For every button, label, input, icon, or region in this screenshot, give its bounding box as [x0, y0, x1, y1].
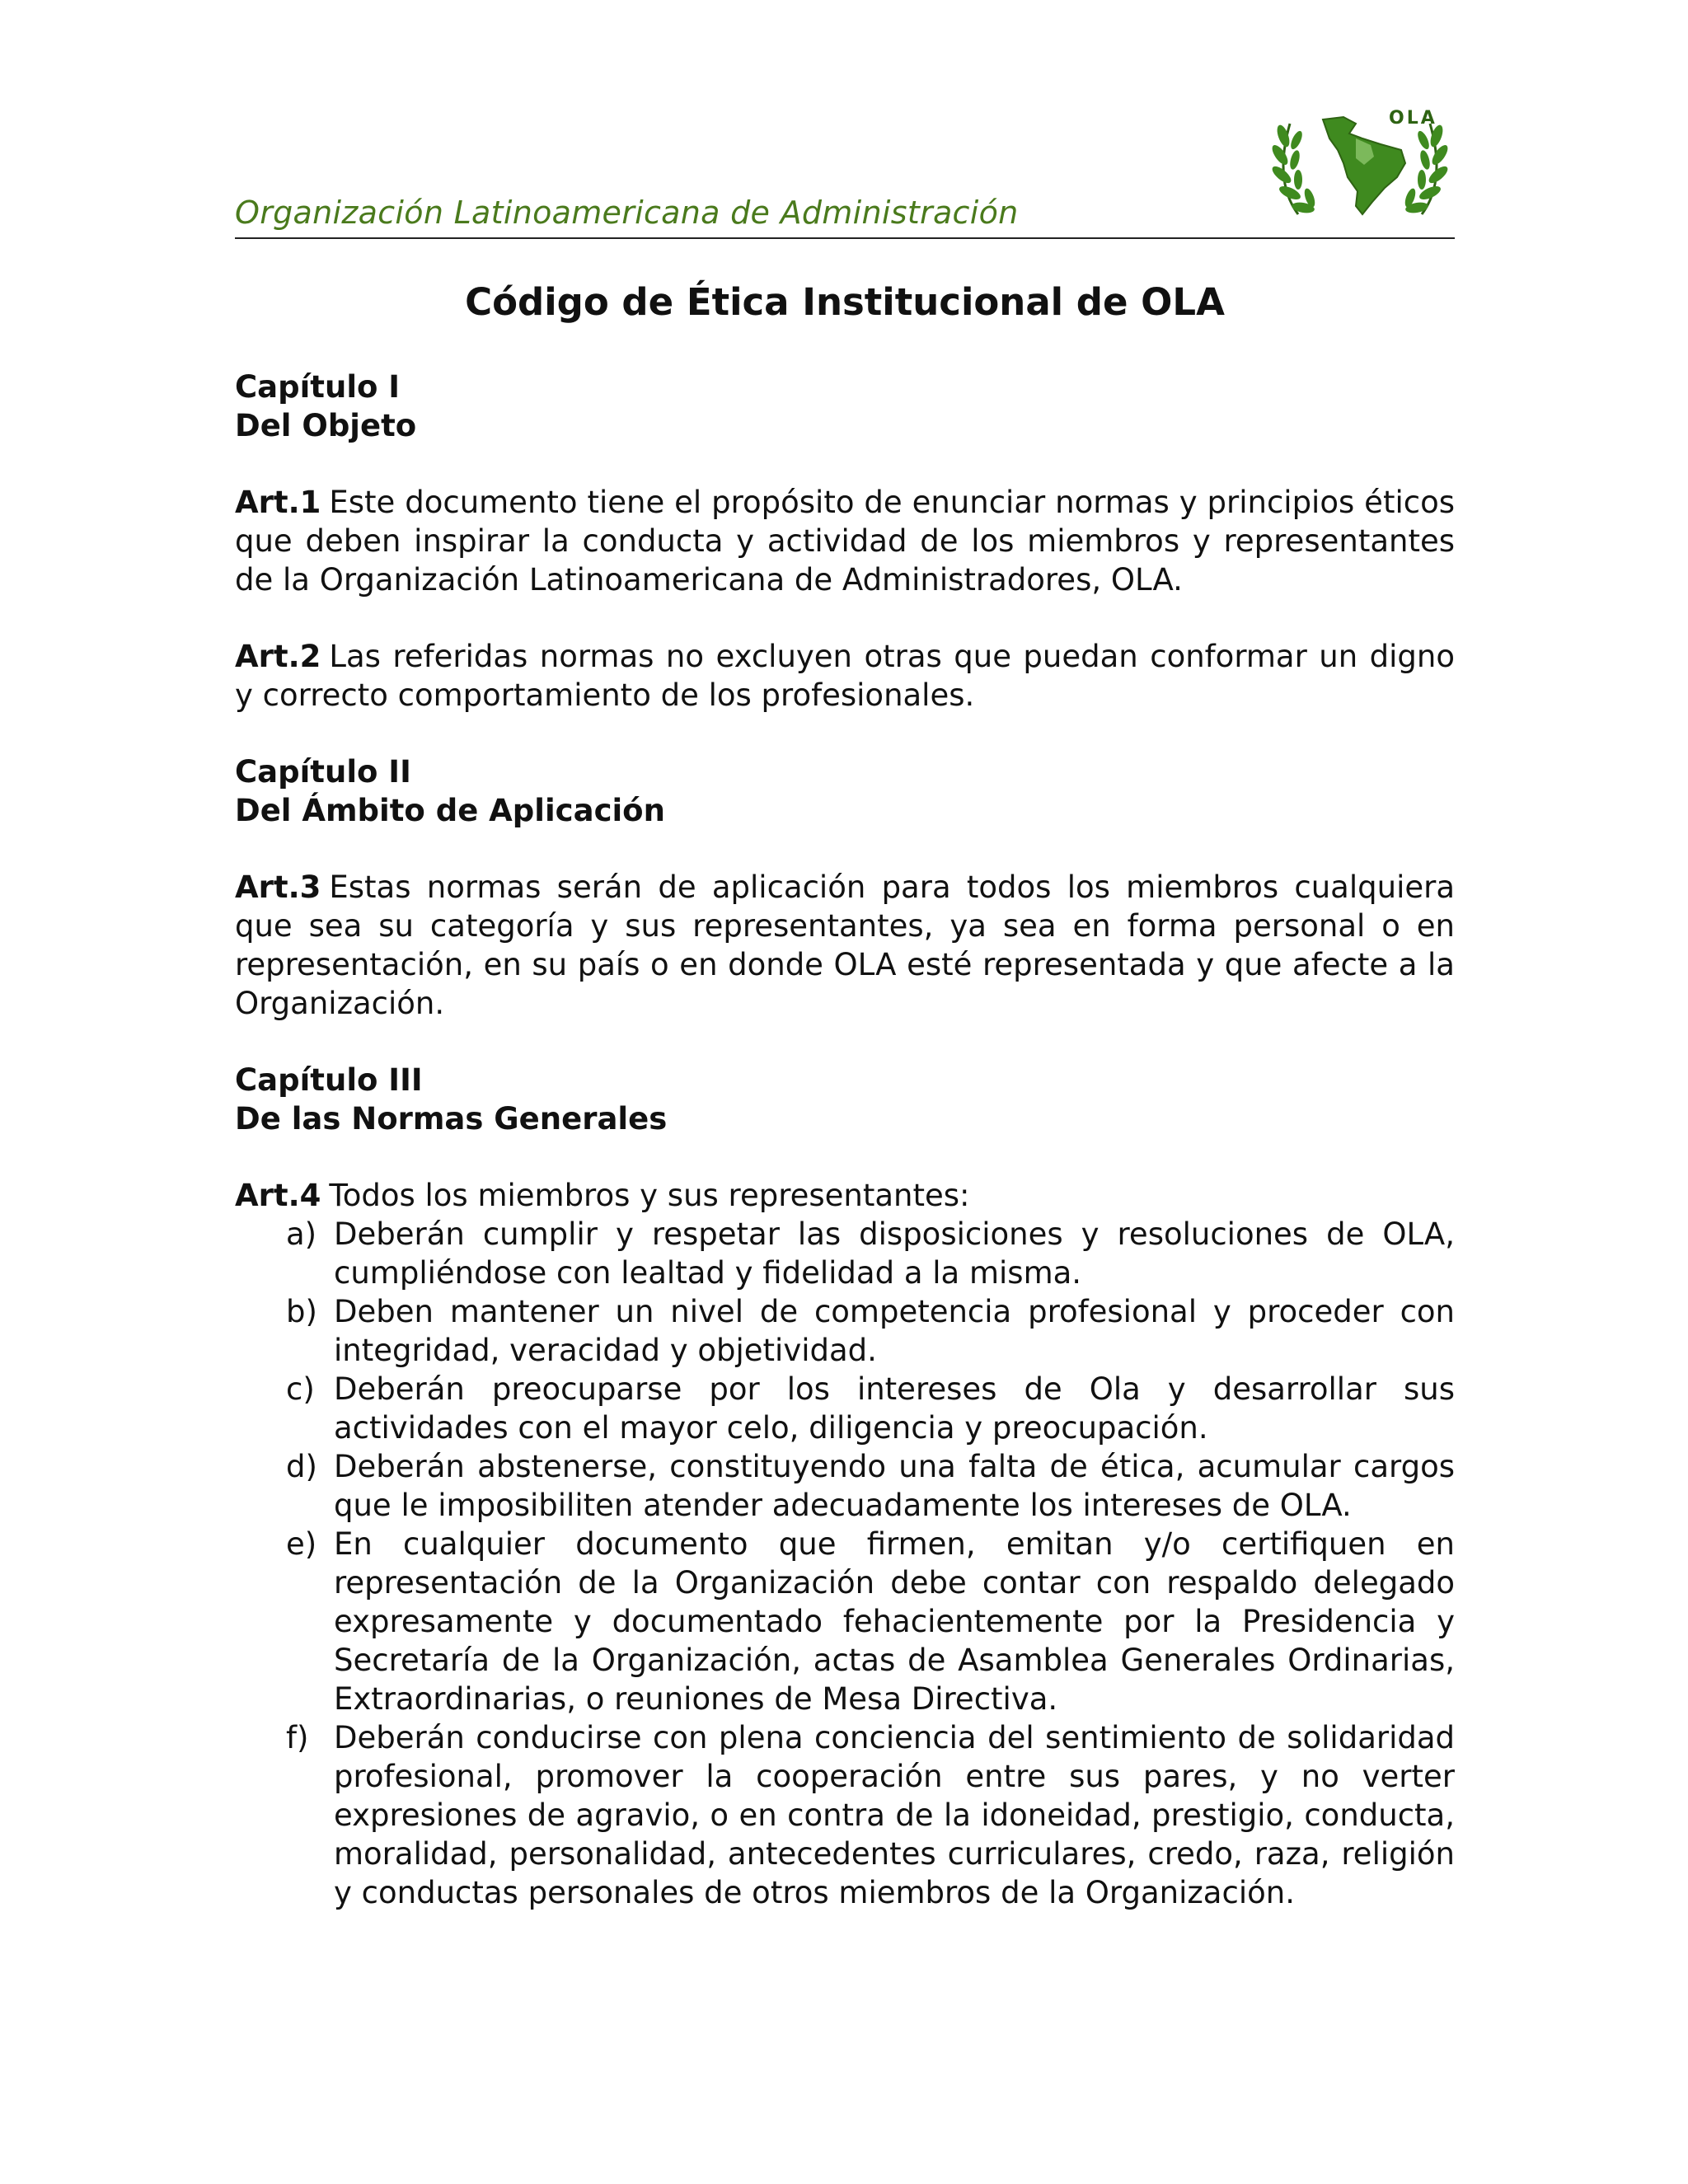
chapter-label: Capítulo II [235, 754, 411, 790]
list-item-text: Deberán cumplir y respetar las disposiciones y resoluciones de OLA, cumpliéndose con lealtad y fidelidad a la misma. [334, 1216, 1455, 1291]
article [235, 868, 1455, 1023]
list-item [235, 1215, 1455, 1292]
chapter-name: De las Normas Generales [235, 1101, 668, 1137]
list-item [235, 1525, 1455, 1718]
list-item-text: Deben mantener un nivel de competencia profesional y proceder con integridad, veracidad y objetividad. [334, 1294, 1455, 1368]
list-item [235, 1370, 1455, 1447]
document-body [235, 280, 1455, 1912]
article-text: Este documento tiene el propósito de enunciar normas y principios éticos que deben inspirar la conducta y actividad de los miembros y representantes de la Organización Latinoamericana de Administradores, OLA. [235, 485, 1455, 598]
organization-name: Organización Latinoamericana de Administración [235, 194, 1019, 231]
page-header [235, 99, 1455, 239]
chapter-heading [235, 1061, 1455, 1138]
chapter-heading [235, 368, 1455, 445]
list-item-text: Deberán preocuparse por los intereses de Ola y desarrollar sus actividades con el mayor celo, diligencia y preocupación. [334, 1371, 1455, 1446]
list-marker: a) [286, 1216, 317, 1252]
article-number: Art.4 [235, 1178, 321, 1213]
ola-logo [1265, 99, 1455, 231]
list-marker: b) [286, 1294, 317, 1329]
chapter-label: Capítulo III [235, 1062, 423, 1098]
chapter-name: Del Ámbito de Aplicación [235, 793, 665, 828]
list-item-text: Deberán abstenerse, constituyendo una falta de ética, acumular cargos que le imposibiliten atender adecuadamente los intereses de OLA. [334, 1449, 1455, 1523]
chapter-label: Capítulo I [235, 369, 401, 405]
list-item-text: Deberán conducirse con plena conciencia del sentimiento de solidaridad profesional, promover la cooperación entre sus pares, y no verter expresiones de agravio, o en contra de la idoneidad, prestigio, conducta, moralidad, personalidad, antecedentes curriculares, credo, raza, religión y conductas personales de otros miembros de la Organización. [334, 1720, 1455, 1910]
document-title: Código de Ética Institucional de OLA [465, 280, 1225, 324]
list-item [235, 1718, 1455, 1912]
list-item [235, 1447, 1455, 1525]
article-text: Todos los miembros y sus representantes: [329, 1178, 970, 1213]
article [235, 483, 1455, 599]
list-marker: c) [286, 1371, 315, 1407]
header-divider [235, 237, 1455, 239]
article-number: Art.3 [235, 869, 321, 905]
list-item-text: En cualquier documento que firmen, emitan y/o certifiquen en representación de la Organización debe contar con respaldo delegado expresamente y documentado fehacientemente por la Presidencia y Secretaría de la Organización, actas de Asamblea Generales Ordinarias, Extraordinarias, o reuniones de Mesa Directiva. [334, 1526, 1455, 1717]
list-marker: e) [286, 1526, 317, 1562]
article-number: Art.2 [235, 639, 321, 674]
article [235, 1176, 1455, 1215]
article [235, 637, 1455, 715]
article-number: Art.1 [235, 485, 321, 520]
list-marker: d) [286, 1449, 317, 1484]
chapter-name: Del Objeto [235, 408, 417, 443]
svg-text:OLA: OLA [1389, 108, 1437, 129]
list-item [235, 1292, 1455, 1370]
article-4-list [235, 1215, 1455, 1912]
chapter-heading [235, 752, 1455, 830]
list-marker: f) [286, 1720, 309, 1755]
article-text: Estas normas serán de aplicación para todos los miembros cualquiera que sea su categoría y sus representantes, ya sea en forma personal o en representación, en su país o en donde OLA esté representada y que afecte a la Organización. [235, 869, 1455, 1021]
article-text: Las referidas normas no excluyen otras que puedan conformar un digno y correcto comportamiento de los profesionales. [235, 639, 1455, 713]
